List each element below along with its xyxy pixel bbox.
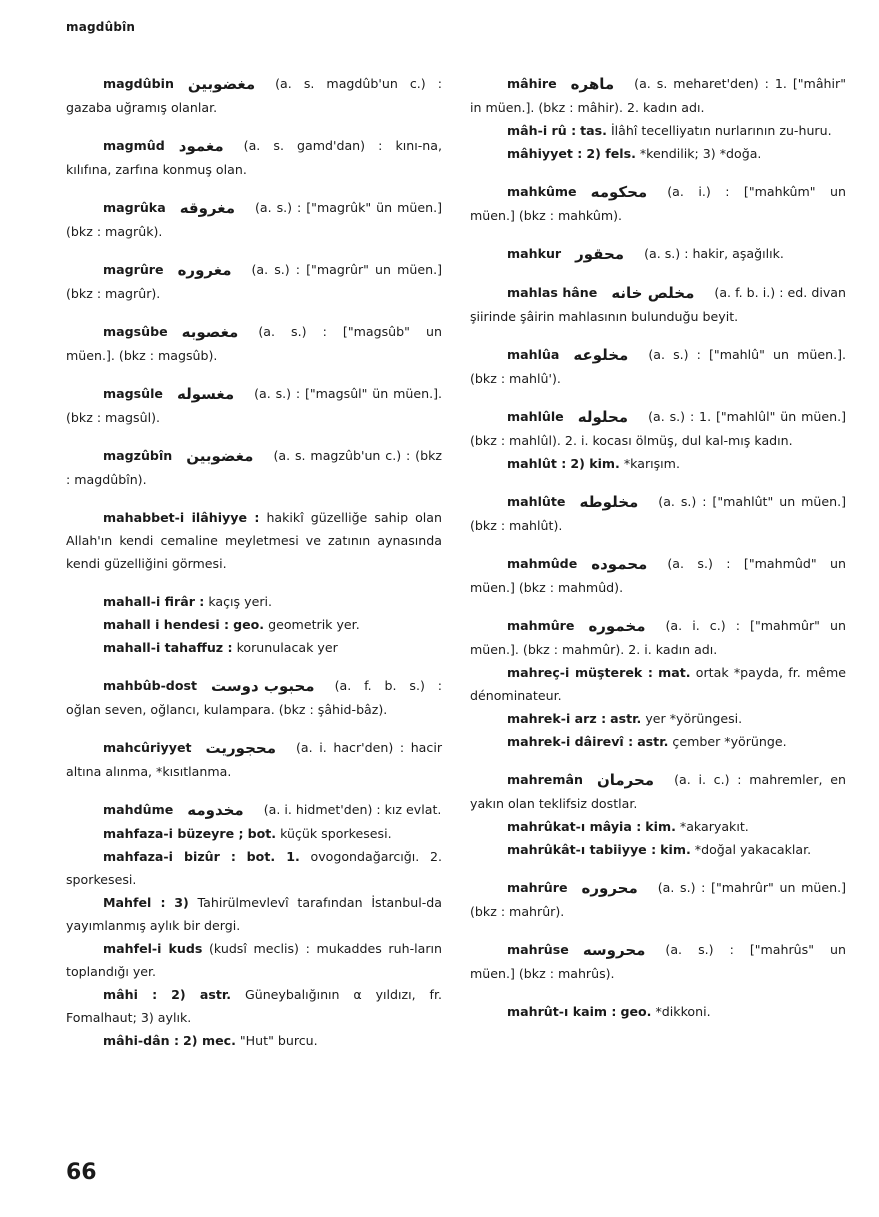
entry-headword: mahdûme [103,802,174,817]
dictionary-entry [66,798,442,822]
entry-headword: mahlas hâne [507,285,598,300]
entry-definition: (a. s.) : ["mahlû" un müen.]. (bkz : mahlû'). [470,347,846,386]
entry-usage-tag: mat. [658,665,691,680]
entry-arabic-script: مخدومه [187,801,244,819]
entry-definition: küçük sporkesesi. [280,826,392,841]
entry-definition: (a. s.) : ["magsûb" un müen.]. (bkz : magsûb). [66,324,442,363]
entry-headword: mahrûkat-ı mâyia : [507,819,642,834]
entry-indent [66,617,103,632]
entry-headword: mâhire [507,76,557,91]
dictionary-entry [66,258,442,305]
right-column [470,72,846,1023]
dictionary-entry [66,382,442,429]
entry-usage-tag: tas. [580,123,607,138]
dictionary-entry [66,674,442,721]
entry-arabic-script: مغسوله [176,385,235,403]
entry-headword: mahbûb-dost [103,678,197,693]
entry-headword: mahcûriyyet [103,740,192,755]
entry-arabic-script: محجوريت [205,739,276,757]
dictionary-entry [66,891,442,937]
dictionary-entry [470,343,846,390]
entry-definition: (a. f. b. s.) : oğlan seven, oğlancı, kulampara. (bkz : şâhid-bâz). [66,678,442,717]
dictionary-entry [470,242,846,266]
entry-definition: kaçış yeri. [208,594,273,609]
entry-indent [470,123,507,138]
entry-definition: (a. s.) : ["mahrûr" un müen.] (bkz : mahrûr). [470,880,846,919]
dictionary-entry [66,822,442,845]
entry-definition: İlâhî tecelliyatın nurlarının zu-huru. [610,123,832,138]
entry-headword: magrûka [103,200,166,215]
entry-definition: *karışım. [623,456,680,471]
entry-headword: magdûbin [103,76,174,91]
dictionary-entry [66,636,442,659]
entry-headword: mahall i hendesi : [103,617,230,632]
entry-arabic-script: محموده [591,555,648,573]
dictionary-entry [470,938,846,985]
entry-headword: mahfaza-i büzeyre ; [103,826,244,841]
entry-indent [470,76,507,91]
entry-headword: mahreç-i müşterek : [507,665,653,680]
entry-headword: mahlûle [507,409,564,424]
entry-headword: mahlûte [507,494,566,509]
entry-definition: (a. s.) : ["mahrûs" un müen.] (bkz : mahrûs). [470,942,846,981]
entry-headword: mâhi : [103,987,158,1002]
entry-definition: (a. i. c.) : mahremler, en yakın olan teklifsiz dostlar. [470,772,846,811]
entry-headword: mahkur [507,246,562,261]
entry-headword: magsûle [103,386,163,401]
dictionary-entry [470,661,846,707]
entry-usage-tag: bot. [247,826,277,841]
page-number: 66 [66,1160,97,1185]
entry-definition: korunulacak yer [236,640,338,655]
entry-headword: magrûre [103,262,164,277]
dictionary-entry [66,134,442,181]
dictionary-entry [470,552,846,599]
entry-arabic-script: مخموره [588,617,646,635]
entry-definition: (a. s. meharet'den) : 1. ["mâhir" in müen.]. (bkz : mâhir). 2. kadın adı. [470,76,846,115]
entry-headword: Mahfel : [103,895,166,910]
dictionary-entry [66,736,442,783]
dictionary-entry [66,590,442,613]
entry-headword: mahkûme [507,184,577,199]
entry-definition: yer *yörüngesi. [645,711,743,726]
dictionary-entry [66,506,442,575]
entry-usage-tag: 3) [174,895,189,910]
entry-definition: (a. s.) : ["magrûr" un müen.] (bkz : magrûr). [66,262,442,301]
entry-arabic-script: ماهره [570,75,615,93]
entry-indent [470,456,507,471]
entry-indent [470,246,507,261]
entry-indent [470,711,507,726]
dictionary-entry [470,730,846,753]
entry-definition: (a. s. magdûb'un c.) : gazaba uğramış olanlar. [66,76,442,115]
entry-definition: (a. f. b. i.) : ed. divan şiirinde şâirin mahlasının bulunduğu beyit. [470,285,846,324]
entry-indent [66,987,103,1002]
dictionary-entry [66,444,442,491]
entry-headword: mâhiyyet : [507,146,583,161]
entry-usage-tag: 2) fels. [586,146,636,161]
entry-headword: magmûd [103,138,165,153]
entry-indent [470,494,507,509]
entry-definition: Güneybalığının α yıldızı, fr. Fomalhaut; 3) aylık. [66,987,442,1025]
entry-indent [470,880,507,895]
entry-definition: (a. s.) : ["magsûl" ün müen.]. (bkz : magsûl). [66,386,442,425]
entry-arabic-script: محلوله [577,408,629,426]
entry-indent [66,1033,103,1048]
entry-arabic-script: محرمان [596,771,655,789]
entry-usage-tag: 2) mec. [183,1033,236,1048]
entry-arabic-script: محقور [575,245,625,263]
entry-definition: ovogondağarcığı. 2. sporkesesi. [66,849,442,887]
entry-definition: (a. i. hidmet'den) : kız evlat. [263,802,442,817]
entry-definition: hakikî güzelliğe sahip olan Allah'ın kendi cemaline meyletmesi ve zatının aynasında kendi güzelliğini görmesi. [66,510,442,571]
entry-indent [66,262,103,277]
entry-headword: mahfaza-i bizûr : [103,849,236,864]
entry-indent [470,734,507,749]
dictionary-entry [66,1029,442,1052]
entry-usage-tag: astr. [637,734,669,749]
dictionary-entry [470,119,846,142]
entry-indent [66,678,103,693]
entry-arabic-script: محبوب دوست [211,677,315,695]
entry-usage-tag: bot. 1. [246,849,300,864]
entry-headword: mahrûse [507,942,569,957]
entry-definition: (a. s.) : ["mahlût" un müen.] (bkz : mahlût). [470,494,846,533]
entry-indent [66,849,103,864]
entry-headword: mahlûa [507,347,560,362]
entry-arabic-script: محكومه [590,183,648,201]
entry-usage-tag: geo. [620,1004,652,1019]
entry-arabic-script: مخلوعه [573,346,629,364]
dictionary-entry [66,983,442,1029]
dictionary-entry [470,281,846,328]
dictionary-entry [470,815,846,838]
dictionary-entry [470,405,846,452]
left-column [66,72,442,1052]
entry-indent [470,819,507,834]
entry-arabic-script: مغروره [177,261,232,279]
entry-definition: (a. i. c.) : ["mahmûr" un müen.]. (bkz : mahmûr). 2. i. kadın adı. [470,618,846,657]
entry-indent [66,802,103,817]
entry-indent [470,618,507,633]
entry-arabic-script: مغضوبين [187,75,256,93]
dictionary-entry [470,490,846,537]
dictionary-entry [470,72,846,119]
entry-definition: geometrik yer. [268,617,360,632]
dictionary-entry [470,1000,846,1023]
dictionary-entry [66,845,442,891]
entry-arabic-script: مغمود [178,137,224,155]
entry-headword: mahrûre [507,880,568,895]
entry-headword: mahall-i tahaffuz : [103,640,233,655]
entry-headword: mahall-i firâr : [103,594,205,609]
entry-headword: mahremân [507,772,583,787]
entry-indent [470,842,507,857]
entry-definition: çember *yörünge. [672,734,787,749]
entry-indent [66,448,103,463]
entry-indent [66,941,103,956]
entry-indent [66,640,103,655]
entry-indent [470,347,507,362]
entry-indent [470,942,507,957]
entry-headword: mahmûre [507,618,575,633]
entry-indent [66,594,103,609]
entry-definition: (kudsî meclis) : mukaddes ruh-ların toplandığı yer. [66,941,442,979]
entry-headword: mahrût-ı kaim : [507,1004,617,1019]
entry-definition: (a. s.) : 1. ["mahlûl" ün müen.] (bkz : mahlûl). 2. i. kocası ölmüş, dul kal-mış kadın. [470,409,846,448]
dictionary-entry [470,768,846,815]
entry-indent [66,740,103,755]
entry-headword: mahrûkât-ı tabiiyye : [507,842,657,857]
entry-indent [66,895,103,910]
dictionary-entry [470,707,846,730]
dictionary-entry [470,838,846,861]
dictionary-entry [470,614,846,661]
entry-definition: *kendilik; 3) *doğa. [639,146,762,161]
entry-headword: magzûbîn [103,448,173,463]
dictionary-entry [66,196,442,243]
entry-definition: Tahirülmevlevî tarafından İstanbul-da yayımlanmış aylık bir dergi. [66,895,442,933]
dictionary-entry [66,320,442,367]
entry-indent [66,386,103,401]
entry-indent [470,285,507,300]
entry-arabic-script: مخلص خانه [611,284,695,302]
entry-indent [470,409,507,424]
entry-definition: (a. s. magzûb'un c.) : (bkz : magdûbîn). [66,448,442,487]
entry-definition: (a. i.) : ["mahkûm" un müen.] (bkz : mahkûm). [470,184,846,223]
entry-headword: magsûbe [103,324,168,339]
entry-usage-tag: kim. [645,819,676,834]
entry-headword: mahrek-i dâirevî : [507,734,634,749]
running-head: magdûbîn [66,20,136,34]
entry-arabic-script: مغصوبه [181,323,239,341]
entry-indent [470,1004,507,1019]
entry-arabic-script: مغضوبين [186,447,254,465]
entry-definition: *dikkoni. [655,1004,711,1019]
dictionary-entry [470,180,846,227]
entry-definition: "Hut" burcu. [239,1033,318,1048]
entry-headword: mahmûde [507,556,578,571]
entry-definition: (a. i. hacr'den) : hacir altına alınma, *kısıtlanma. [66,740,442,779]
entry-headword: mahabbet-i ilâhiyye : [103,510,260,525]
dictionary-entry [470,452,846,475]
entry-definition: (a. s.) : ["magrûk" ün müen.] (bkz : magrûk). [66,200,442,239]
entry-definition: *akaryakıt. [679,819,749,834]
dictionary-entry [66,937,442,983]
entry-indent [470,665,507,680]
entry-indent [470,184,507,199]
entry-indent [66,76,103,91]
entry-definition: (a. s.) : hakir, aşağılık. [644,246,784,261]
entry-indent [66,324,103,339]
entry-indent [66,200,103,215]
entry-definition: (a. s. gamd'dan) : kını-na, kılıfına, zarfına konmuş olan. [66,138,442,177]
entry-indent [470,556,507,571]
entry-indent [66,138,103,153]
dictionary-entry [66,72,442,119]
entry-headword: mahrek-i arz : [507,711,607,726]
entry-usage-tag: 2) kim. [570,456,620,471]
entry-indent [470,772,507,787]
dictionary-entry [470,876,846,923]
entry-arabic-script: محروسه [582,941,646,959]
entry-headword: mâh-i rû : [507,123,577,138]
entry-usage-tag: kim. [660,842,691,857]
entry-definition: ortak *payda, fr. même dénominateur. [470,665,846,703]
entry-indent [66,510,103,525]
entry-definition: *doğal yakacaklar. [694,842,812,857]
entry-indent [66,826,103,841]
entry-indent [470,146,507,161]
entry-arabic-script: مغروقه [179,199,236,217]
entry-headword: mahfel-i kuds [103,941,203,956]
entry-headword: mahlût : [507,456,567,471]
dictionary-entry [66,613,442,636]
entry-usage-tag: geo. [233,617,265,632]
entry-usage-tag: astr. [610,711,642,726]
entry-usage-tag: 2) astr. [171,987,232,1002]
entry-headword: mâhi-dân : [103,1033,180,1048]
entry-arabic-script: محروره [581,879,638,897]
dictionary-entry [470,142,846,165]
entry-arabic-script: مخلوطه [579,493,639,511]
entry-definition: (a. s.) : ["mahmûd" un müen.] (bkz : mahmûd). [470,556,846,595]
